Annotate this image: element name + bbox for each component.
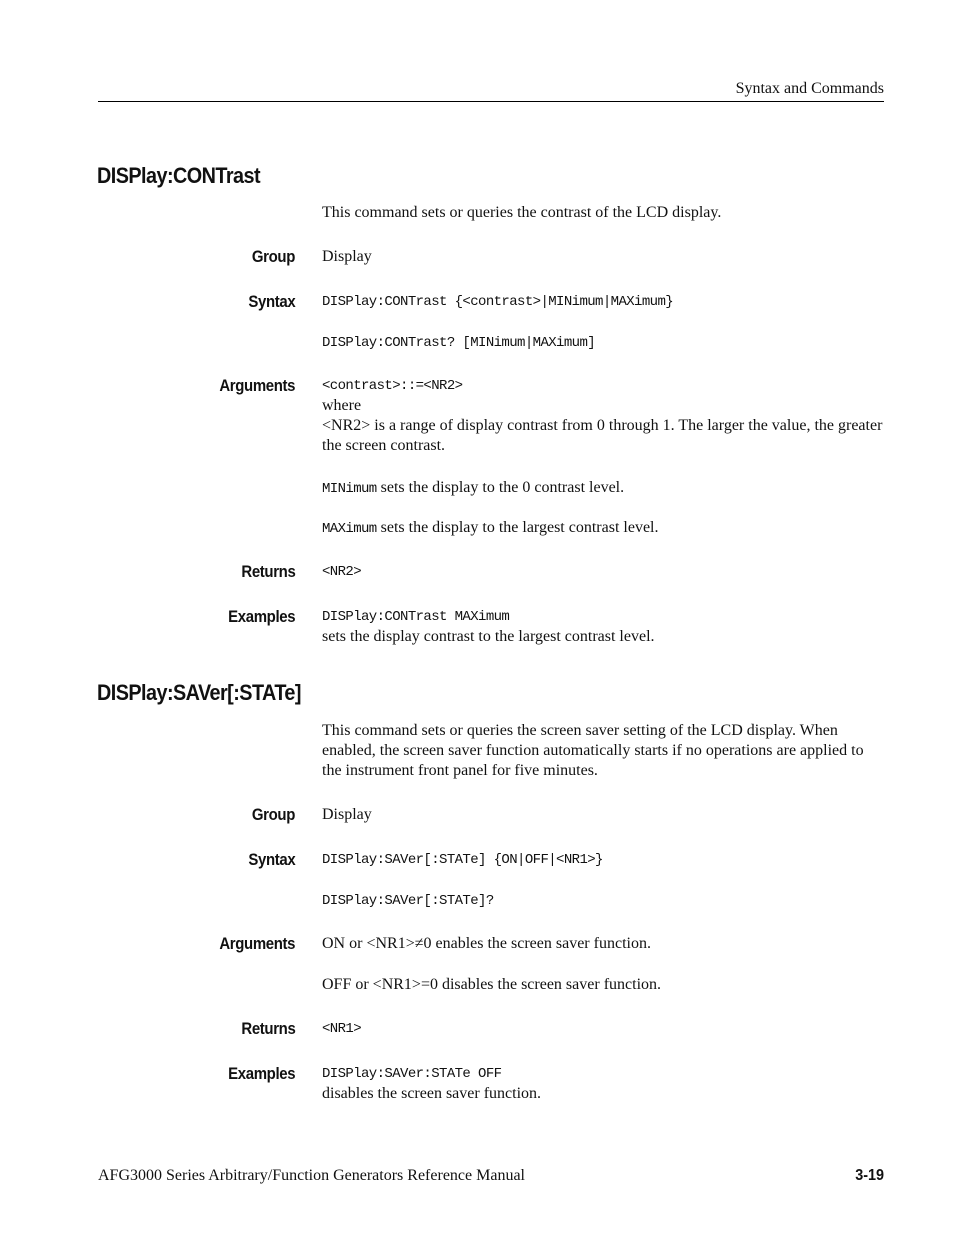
syntax-query: DISPlay:CONTrast? [MINimum|MAXimum] (322, 335, 596, 351)
minimum-code: MINimum (322, 481, 377, 497)
example-description: sets the display contrast to the largest contrast level. (322, 628, 655, 645)
maximum-text: sets the display to the largest contrast level. (376, 519, 659, 536)
command-description-contrast: This command sets or queries the contrast of the LCD display. (322, 204, 722, 221)
returns-value: <NR2> (322, 564, 362, 580)
minimum-text: sets the display to the 0 contrast level. (376, 479, 625, 496)
running-header: Syntax and Commands (735, 80, 884, 97)
example-code: DISPlay:CONTrast MAXimum (322, 609, 510, 625)
argument-off: OFF or <NR1>=0 disables the screen saver function. (322, 976, 662, 993)
syntax-label: Syntax (248, 850, 295, 869)
arguments-label: Arguments (219, 934, 295, 953)
arguments-label: Arguments (219, 376, 295, 395)
syntax-label: Syntax (248, 292, 295, 311)
syntax-set: DISPlay:SAVer[:STATe] {ON|OFF|<NR1>} (322, 852, 603, 868)
argument-on: ON or <NR1>≠0 enables the screen saver function. (322, 935, 651, 952)
header-rule (98, 101, 884, 102)
arguments-block (322, 376, 884, 456)
command-title-saver: DISPlay:SAVer[:STATe] (97, 680, 301, 705)
syntax-query: DISPlay:SAVer[:STATe]? (322, 893, 494, 909)
examples-label: Examples (227, 607, 295, 626)
argument-minimum (322, 478, 884, 499)
argument-description: <NR2> is a range of display contrast from 0 through 1. The larger the value, the greater the screen contrast. (322, 417, 883, 454)
argument-definition: <contrast>::=<NR2> (322, 378, 463, 394)
group-label: Group (251, 805, 295, 824)
group-value: Display (322, 248, 372, 265)
page-number: 3-19 (855, 1167, 884, 1184)
syntax-set: DISPlay:CONTrast {<contrast>|MINimum|MAXimum} (322, 294, 674, 310)
examples-label: Examples (227, 1064, 295, 1083)
footer-manual-title: AFG3000 Series Arbitrary/Function Generators Reference Manual (98, 1167, 525, 1184)
returns-label: Returns (240, 1019, 295, 1038)
returns-value: <NR1> (322, 1021, 362, 1037)
maximum-code: MAXimum (322, 521, 377, 537)
command-description-saver: This command sets or queries the screen saver setting of the LCD display. When enabled, the screen saver function automatically starts if no operations are applied to the instrument front panel for five minutes. (322, 722, 864, 779)
group-label: Group (251, 247, 295, 266)
example-code: DISPlay:SAVer:STATe OFF (322, 1066, 502, 1082)
argument-maximum (322, 518, 884, 539)
command-title-contrast: DISPlay:CONTrast (97, 163, 261, 188)
group-value: Display (322, 806, 372, 823)
argument-where: where (322, 397, 362, 414)
returns-label: Returns (240, 562, 295, 581)
example-description: disables the screen saver function. (322, 1085, 542, 1102)
